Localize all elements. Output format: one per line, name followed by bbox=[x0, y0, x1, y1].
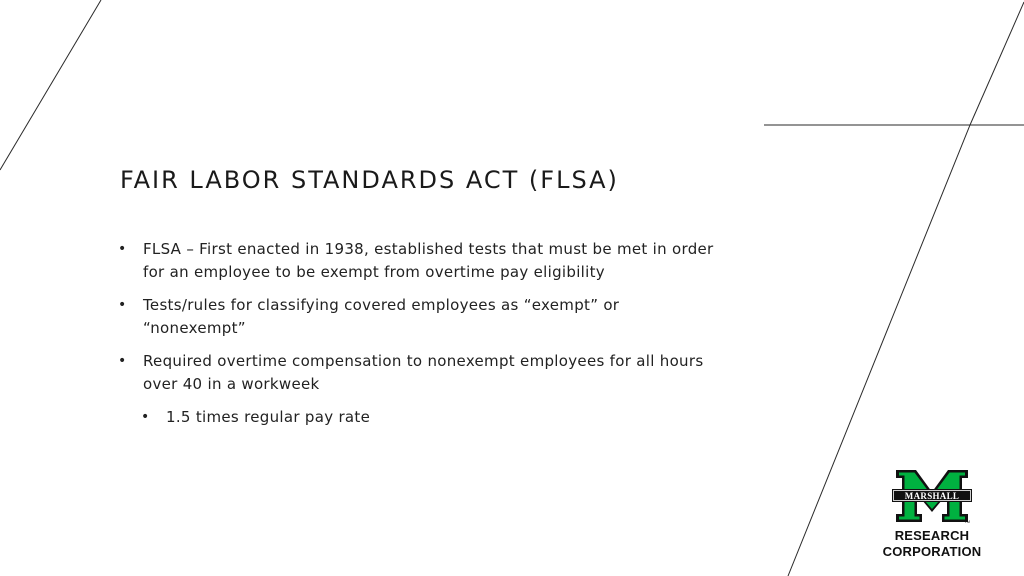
diagonal-line-right-upper bbox=[970, 2, 1024, 125]
logo-line-corporation: CORPORATION bbox=[882, 544, 982, 559]
m-banner-text: MARSHALL bbox=[904, 491, 960, 501]
bullet-text: FLSA – First enacted in 1938, established tests that must be met in order for an employee to be exempt from overtime pay eligibility bbox=[143, 240, 714, 281]
bullet-list bbox=[118, 238, 718, 439]
bullet-dot: • bbox=[141, 409, 150, 425]
bullet-dot: • bbox=[118, 297, 127, 313]
diagonal-line-left bbox=[0, 0, 101, 170]
trademark-mark: TM bbox=[964, 519, 970, 524]
marshall-research-corporation-logo bbox=[870, 468, 994, 564]
sub-bullet-text: 1.5 times regular pay rate bbox=[166, 408, 371, 426]
sub-bullet-item bbox=[141, 406, 718, 429]
bullet-text: Required overtime compensation to nonexempt employees for all hours over 40 in a workweek bbox=[143, 352, 704, 393]
bullet-dot: • bbox=[118, 353, 127, 369]
bullet-text: Tests/rules for classifying covered employees as “exempt” or “nonexempt” bbox=[143, 296, 620, 337]
bullet-dot: • bbox=[118, 241, 127, 257]
slide-title: FAIR LABOR STANDARDS ACT (FLSA) bbox=[120, 166, 619, 194]
bullet-item bbox=[118, 238, 718, 284]
bullet-item bbox=[118, 350, 718, 396]
bullet-item bbox=[118, 294, 718, 340]
marshall-m-icon bbox=[892, 468, 972, 524]
logo-line-research: RESEARCH bbox=[894, 528, 970, 543]
